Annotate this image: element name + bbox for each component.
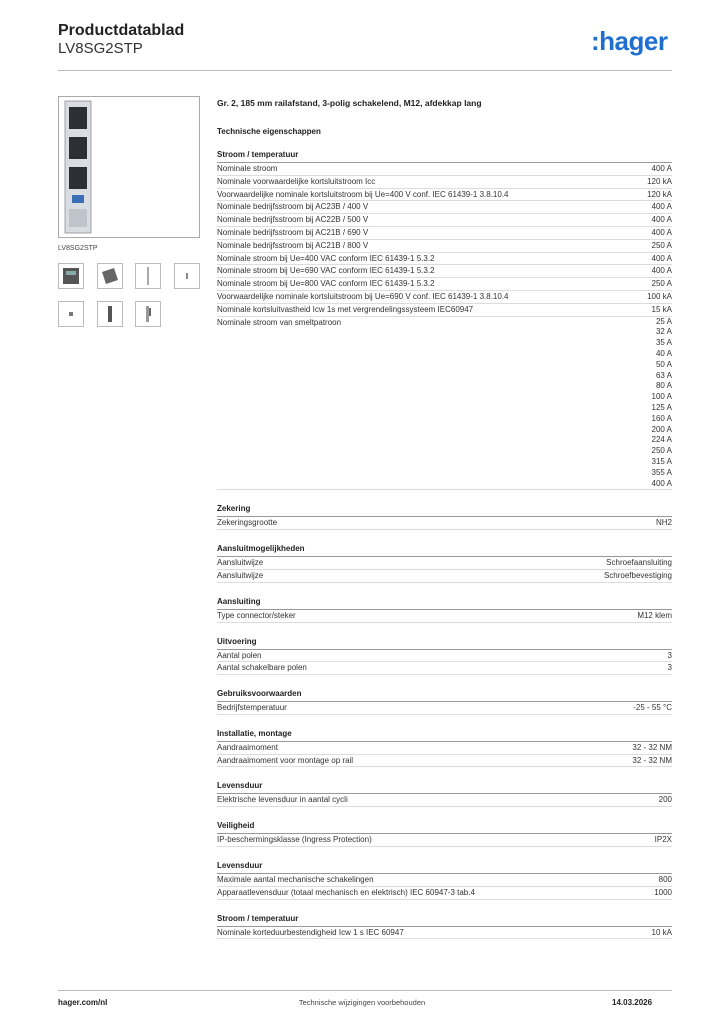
spec-label: Aansluitwijze: [217, 558, 264, 568]
spec-value: 400 A: [651, 164, 672, 173]
thumbnail-5[interactable]: [58, 301, 84, 327]
spec-section: [217, 779, 672, 807]
spec-label: Maximale aantal mechanische schakelingen: [217, 875, 374, 885]
spec-row: [217, 794, 672, 807]
section-title: Installatie, montage: [217, 727, 672, 742]
spec-value-list: [652, 317, 672, 490]
spec-row: [217, 163, 672, 176]
spec-row: [217, 265, 672, 278]
thumbnail-6[interactable]: [97, 301, 123, 327]
section-title: Veiligheid: [217, 819, 672, 834]
spec-label: Aansluitwijze: [217, 570, 264, 580]
spec-label: Aantal schakelbare polen: [217, 663, 307, 673]
thumb-image-icon: [136, 302, 160, 326]
spec-value: 100 A: [651, 392, 672, 402]
spec-value: Schroefaansluiting: [606, 558, 672, 568]
thumb-image-icon: [59, 264, 83, 288]
spec-sections: [217, 148, 672, 939]
hager-logo: :hager: [591, 26, 668, 56]
spec-row: [217, 227, 672, 240]
spec-row: [217, 240, 672, 253]
spec-value: 250 A: [651, 279, 672, 289]
spec-section: [217, 502, 672, 530]
spec-label: Nominale voorwaardelijke kortsluitstroom Icc: [217, 176, 376, 186]
spec-value: IP2X: [654, 835, 672, 845]
product-image[interactable]: [58, 96, 200, 238]
thumbnail-7[interactable]: [135, 301, 161, 327]
spec-row: [217, 755, 672, 768]
thumb-image-icon: [98, 302, 122, 326]
spec-section: [217, 148, 672, 490]
spec-row: [217, 610, 672, 623]
product-description: Gr. 2, 185 mm railafstand, 3-polig schakelend, M12, afdekkap lang: [217, 98, 482, 108]
spec-value: 35 A: [655, 338, 672, 348]
spec-value: 3: [667, 650, 672, 660]
spec-value: 40 A: [655, 348, 672, 358]
thumbnail-2[interactable]: [97, 263, 123, 289]
spec-value: Schroefbevestiging: [603, 570, 672, 580]
spec-value: M12 klem: [637, 610, 672, 620]
header-divider: [58, 70, 672, 71]
thumbnail-3[interactable]: [135, 263, 161, 289]
section-title: Levensduur: [217, 779, 672, 794]
spec-value: 250 A: [651, 446, 672, 456]
spec-label: Nominale stroom bij Ue=800 VAC conform IEC 61439-1 5.3.2: [217, 279, 435, 289]
switch-disconnector-illustration: [59, 97, 199, 237]
technical-properties-heading: Technische eigenschappen: [217, 127, 321, 136]
section-title: Stroom / temperatuur: [217, 912, 672, 927]
spec-value: 224 A: [651, 435, 672, 445]
spec-label: Voorwaardelijke nominale kortsluitstroom bij Ue=400 V conf. IEC 61439-1 3.8.10.4: [217, 189, 509, 199]
spec-label: Elektrische levensduur in aantal cycli: [217, 795, 348, 805]
spec-value: 120 kA: [647, 189, 672, 199]
page-title: Productdatablad: [58, 22, 185, 39]
spec-row: [217, 291, 672, 304]
thumbnail-1[interactable]: [58, 263, 84, 289]
spec-label: Bedrijfstemperatuur: [217, 703, 287, 713]
thumb-image-icon: [175, 264, 199, 288]
spec-content: [217, 96, 672, 939]
spec-row: [217, 650, 672, 663]
spec-value: 400 A: [651, 253, 672, 263]
spec-label: Nominale bedrijfsstroom bij AC22B / 500 V: [217, 215, 369, 225]
spec-label: Aandraaimoment: [217, 742, 278, 752]
section-title: Levensduur: [217, 859, 672, 874]
thumbnail-4[interactable]: [174, 263, 200, 289]
spec-value: 200: [658, 795, 672, 805]
spec-value: 250 A: [651, 240, 672, 250]
spec-row: [217, 517, 672, 530]
spec-label: Nominale stroom: [217, 164, 278, 173]
spec-value: 80 A: [655, 381, 672, 391]
spec-value: 400 A: [651, 266, 672, 276]
footer-date: 14.03.2026: [612, 998, 653, 1007]
spec-label: Voorwaardelijke nominale kortsluitstroom bij Ue=690 V conf. IEC 61439-1 3.8.10.4: [217, 291, 509, 301]
spec-label: Zekeringsgrootte: [217, 518, 278, 528]
spec-value: 32 - 32 NM: [632, 755, 672, 765]
spec-value: 32 - 32 NM: [632, 742, 672, 752]
spec-value: 15 kA: [651, 304, 672, 314]
spec-row: [217, 278, 672, 291]
spec-row: [217, 214, 672, 227]
spec-section: [217, 859, 672, 900]
spec-label: Nominale bedrijfsstroom bij AC21B / 800 V: [217, 240, 369, 250]
spec-value: NH2: [655, 518, 672, 528]
spec-value: 10 kA: [651, 927, 672, 937]
spec-value: 125 A: [651, 402, 672, 412]
section-title: Aansluiting: [217, 595, 672, 610]
section-title: Stroom / temperatuur: [217, 148, 672, 163]
footer-website-link[interactable]: hager.com/nl: [58, 998, 108, 1007]
spec-label: Apparaatlevensduur (totaal mechanisch en elektrisch) IEC 60947-3 tab.4: [217, 887, 475, 897]
spec-row: [217, 874, 672, 887]
spec-row: [217, 887, 672, 900]
spec-value: 3: [667, 663, 672, 673]
spec-row: [217, 702, 672, 715]
spec-section: [217, 687, 672, 715]
spec-row: [217, 201, 672, 214]
spec-section: [217, 727, 672, 768]
spec-label: Nominale stroom van smeltpatroon: [217, 317, 342, 327]
spec-label: Aandraaimoment voor montage op rail: [217, 755, 354, 765]
spec-row: [217, 304, 672, 317]
spec-section: [217, 542, 672, 583]
spec-value: 32 A: [655, 327, 672, 337]
footer-divider: [58, 990, 672, 991]
section-title: Aansluitmogelijkheden: [217, 542, 672, 557]
spec-row: [217, 927, 672, 940]
spec-value: 200 A: [651, 424, 672, 434]
spec-section: [217, 635, 672, 676]
spec-section: [217, 819, 672, 847]
spec-value: 355 A: [651, 467, 672, 477]
spec-value: 50 A: [655, 359, 672, 369]
spec-value: 160 A: [651, 413, 672, 423]
spec-row: [217, 662, 672, 675]
section-title: Uitvoering: [217, 635, 672, 650]
product-code: LV8SG2STP: [58, 40, 143, 57]
spec-value: 1000: [654, 887, 672, 897]
footer-disclaimer: Technische wijzigingen voorbehouden: [298, 998, 426, 1007]
section-title: Zekering: [217, 502, 672, 517]
spec-row: [217, 557, 672, 570]
spec-value: 25 A: [655, 316, 672, 326]
image-caption: LV8SG2STP: [58, 245, 98, 252]
spec-label: Nominale stroom bij Ue=690 VAC conform IEC 61439-1 5.3.2: [217, 266, 435, 276]
section-title: Gebruiksvoorwaarden: [217, 687, 672, 702]
thumb-image-icon: [98, 264, 122, 288]
spec-row: [217, 317, 672, 491]
spec-section: [217, 912, 672, 940]
spec-value: 400 A: [651, 478, 672, 488]
spec-label: Type connector/steker: [217, 610, 296, 620]
spec-value: 400 A: [651, 227, 672, 237]
spec-row: [217, 189, 672, 202]
spec-value: 800: [658, 875, 672, 885]
spec-value: 63 A: [655, 370, 672, 380]
spec-label: IP-beschermingsklasse (Ingress Protection): [217, 835, 372, 845]
spec-label: Nominale stroom bij Ue=400 VAC conform IEC 61439-1 5.3.2: [217, 253, 435, 263]
spec-value: -25 - 55 °C: [633, 703, 672, 713]
spec-label: Nominale bedrijfsstroom bij AC21B / 690 V: [217, 227, 369, 237]
spec-value: 315 A: [651, 456, 672, 466]
thumb-image-icon: [136, 264, 160, 288]
spec-value: 400 A: [651, 215, 672, 225]
spec-row: [217, 176, 672, 189]
spec-label: Aantal polen: [217, 650, 262, 660]
spec-value: 120 kA: [647, 176, 672, 186]
spec-label: Nominale kortsluitvastheid Icw 1s met vergrendelingssysteem IEC60947: [217, 304, 474, 314]
spec-value: 100 kA: [647, 291, 672, 301]
thumb-image-icon: [59, 302, 83, 326]
spec-row: [217, 834, 672, 847]
spec-value: 400 A: [651, 202, 672, 212]
spec-label: Nominale korteduurbestendigheid Icw 1 s IEC 60947: [217, 927, 404, 937]
spec-row: [217, 742, 672, 755]
spec-row: [217, 570, 672, 583]
spec-section: [217, 595, 672, 623]
spec-row: [217, 253, 672, 266]
spec-label: Nominale bedrijfsstroom bij AC23B / 400 V: [217, 202, 369, 212]
